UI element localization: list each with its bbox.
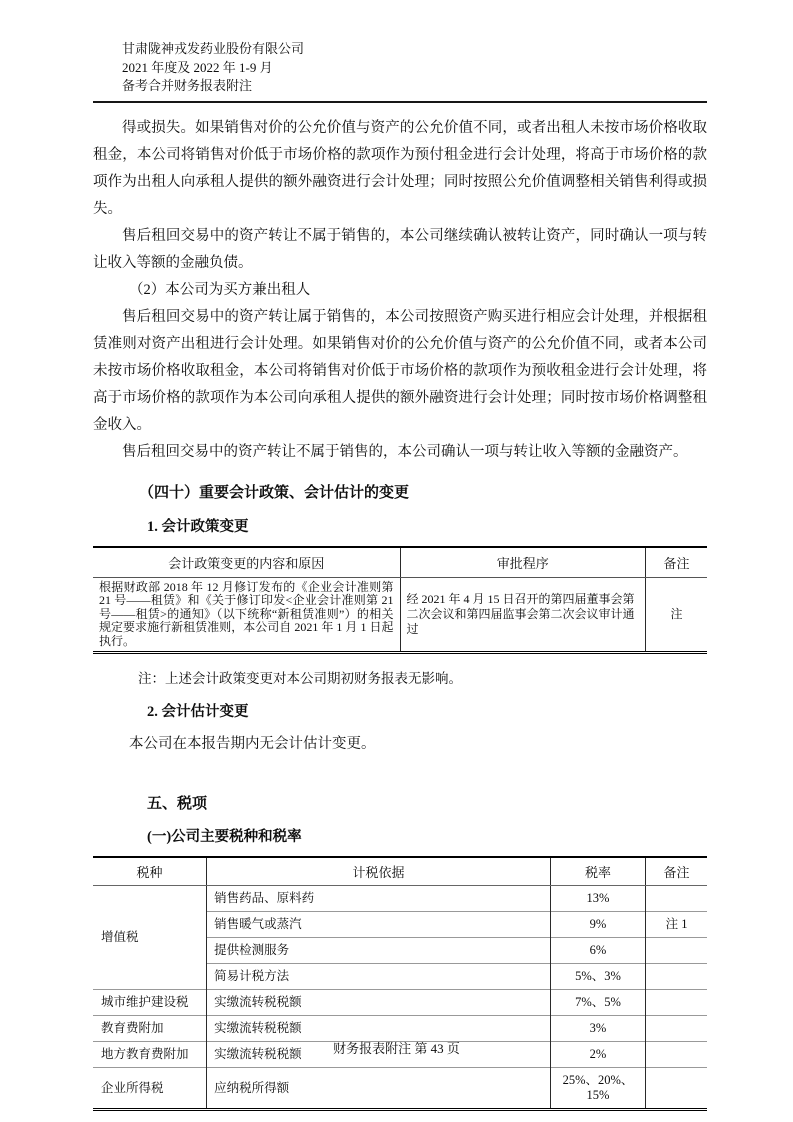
tax-table-header-tax: 税种	[93, 857, 207, 886]
tax-basis-cell: 实缴流转税税额	[207, 1016, 551, 1042]
policy-table-header-content: 会计政策变更的内容和原因	[93, 547, 400, 578]
tax-basis-cell: 提供检测服务	[207, 938, 551, 964]
tax-table-row	[93, 990, 707, 1016]
tax-remark-cell	[646, 886, 707, 912]
policy-table-row	[93, 577, 707, 653]
tax-basis-cell: 应纳税所得额	[207, 1068, 551, 1110]
tax-rate-cell: 7%、5%	[550, 990, 645, 1016]
tax-table-row	[93, 886, 707, 912]
header-report-period: 2021 年度及 2022 年 1-9 月	[122, 59, 273, 75]
tax-rate-cell: 5%、3%	[550, 964, 645, 990]
page-footer: 财务报表附注 第 43 页	[333, 1041, 460, 1056]
policy-content-cell: 根据财政部 2018 年 12 月修订发布的《企业会计准则第 21 号——租赁》和《关于修订印发<企业会计准则第 21 号——租赁>的通知》（以下统称“新租赁准则”）的相关规定要求施行新租赁准则，本公司自 2021 年 1 月 1 日起执行。	[99, 579, 394, 648]
tax-rate-cell: 6%	[550, 938, 645, 964]
header-divider	[93, 101, 707, 103]
estimate-change-text: 本公司在本报告期内无会计估计变更。	[129, 736, 376, 752]
tax-rates-subheading: (一)公司主要税种和税率	[147, 829, 302, 845]
tax-remark-cell: 注 1	[646, 912, 707, 938]
tax-name-cell: 城市维护建设税	[93, 990, 207, 1016]
tax-rate-cell: 25%、20%、15%	[550, 1068, 645, 1110]
tax-remark-cell	[646, 990, 707, 1016]
lease-paragraph-3: 售后租回交易中的资产转让属于销售的，本公司按照资产购买进行相应会计处理，并根据租赁准则对资产出租进行会计处理。如果销售对价的公允价值与资产的公允价值不同，或者本公司未按市场价格收取租金，本公司将销售对价低于市场价格的款项作为预收租金进行会计处理，将高于市场价格的款项作为本公司向承租人提供的额外融资进行会计处理；同时按市场价格调整租金收入。	[93, 308, 707, 433]
estimate-change-heading: 2. 会计估计变更	[147, 704, 249, 720]
tax-rate-cell: 13%	[550, 886, 645, 912]
tax-basis-cell: 实缴流转税税额	[207, 1042, 551, 1068]
tax-name-cell: 企业所得税	[93, 1068, 207, 1110]
policy-change-note: 注：上述会计政策变更对本公司期初财务报表无影响。	[138, 671, 462, 686]
lease-paragraph-1: 得或损失。如果销售对价的公允价值与资产的公允价值不同，或者出租人未按市场价格收取租金，本公司将销售对价低于市场价格的款项作为预付租金进行会计处理，将高于市场价格的款项作为出租人向承租人提供的额外融资进行会计处理；同时按照公允价值调整相关销售利得或损失。	[93, 119, 707, 217]
tax-basis-cell: 简易计税方法	[207, 964, 551, 990]
policy-change-heading: 1. 会计政策变更	[147, 518, 249, 535]
policy-remark-cell: 注	[646, 577, 707, 653]
lease-paragraph-4: 售后租回交易中的资产转让不属于销售的，本公司确认一项与转让收入等额的金融资产。	[122, 443, 688, 460]
tax-table-row	[93, 1068, 707, 1110]
tax-remark-cell	[646, 1068, 707, 1110]
tax-name-cell: 地方教育费附加	[93, 1042, 207, 1068]
section-40-heading: （四十）重要会计政策、会计估计的变更	[139, 484, 410, 501]
policy-table-header-remark: 备注	[646, 547, 707, 578]
tax-table-header-rate: 税率	[550, 857, 645, 886]
document-header	[122, 40, 707, 96]
buyer-lessor-heading: （2）本公司为买方兼出租人	[129, 281, 311, 298]
tax-basis-cell: 实缴流转税税额	[207, 990, 551, 1016]
policy-approval-cell: 经 2021 年 4 月 15 日召开的第四届董事会第二次会议和第四届监事会第二次会议审计通过	[400, 577, 646, 653]
tax-rate-cell: 3%	[550, 1016, 645, 1042]
tax-remark-cell	[646, 964, 707, 990]
tax-table-header-remark: 备注	[646, 857, 707, 886]
lease-paragraph-2: 售后租回交易中的资产转让不属于销售的，本公司继续确认被转让资产，同时确认一项与转让收入等额的金融负债。	[93, 227, 707, 271]
tax-basis-cell: 销售暖气或蒸汽	[207, 912, 551, 938]
tax-rate-cell: 2%	[550, 1042, 645, 1068]
tax-remark-cell	[646, 938, 707, 964]
policy-table-header-row	[93, 547, 707, 578]
tax-name-cell: 增值税	[101, 930, 139, 944]
tax-table-header-basis: 计税依据	[207, 857, 551, 886]
header-report-title: 备考合并财务报表附注	[122, 78, 253, 93]
tax-table	[93, 856, 707, 1111]
policy-change-table	[93, 546, 707, 655]
section-5-heading: 五、税项	[147, 796, 208, 812]
tax-name-cell: 教育费附加	[93, 1016, 207, 1042]
tax-table-header-row	[93, 857, 707, 886]
tax-rate-cell: 9%	[550, 912, 645, 938]
policy-table-header-approval: 审批程序	[400, 547, 646, 578]
header-company-name: 甘肃陇神戎发药业股份有限公司	[122, 41, 305, 56]
tax-basis-cell: 销售药品、原料药	[207, 886, 551, 912]
